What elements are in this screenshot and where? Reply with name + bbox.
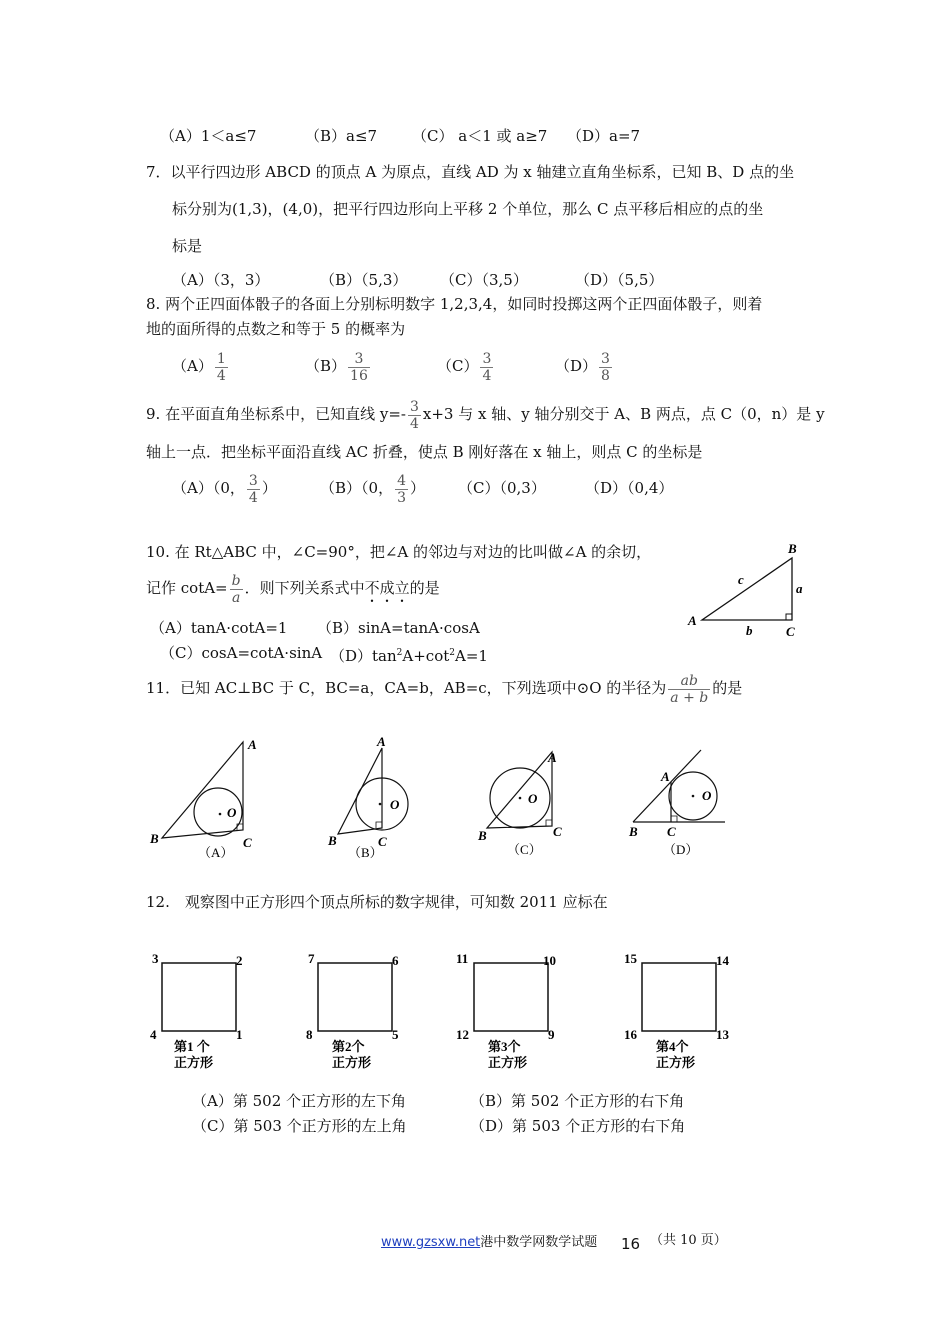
center-dot (519, 797, 522, 800)
q10-option-b: （B）sinA=tanA·cosA (317, 619, 480, 637)
corner-top-left: 15 (624, 951, 637, 966)
fraction: $\frac{1}{4}$ (216, 350, 226, 384)
q7-text-line3: 标是 (172, 237, 203, 255)
square-shape (162, 963, 236, 1031)
fraction: $\frac{3}{4}$ (482, 350, 492, 384)
q9-option-b: （B）（0， $\frac{4}{3}$ ） (320, 472, 426, 506)
square-caption-line1: 第4个 (656, 1039, 689, 1054)
q11-figure-c (475, 730, 605, 860)
q12-option-d: （D）第 503 个正方形的右下角 (470, 1117, 686, 1135)
page-total: （共 10 页） (650, 1233, 727, 1248)
q12-text: 12. 观察图中正方形四个顶点所标的数字规律，可知数 2011 应标在 (146, 893, 608, 911)
corner-bottom-left: 8 (306, 1027, 313, 1042)
q6-option-c: （C） a＜1 或 a≥7 (412, 127, 548, 145)
q10-text-line1: 10. 在 Rt△ABC 中，∠C=90°，把∠A 的邻边与对边的比叫做∠A 的余切， (146, 543, 652, 561)
corner-top-left: 7 (308, 951, 315, 966)
side-c: c (738, 572, 744, 587)
q7-option-d: （D）（5,5） (575, 271, 664, 289)
q9-text-line1: 9. 在平面直角坐标系中，已知直线 y=- $\frac{3}{4}$ x+3 与 x 轴、y 轴分别交于 A、B 两点，点 C（0，n）是 y (146, 398, 825, 432)
side-b: b (746, 623, 753, 638)
vertex-B: B (328, 833, 337, 848)
q12-square-3 (450, 945, 580, 1075)
square-caption-line2: 正方形 (656, 1055, 696, 1070)
square-shape (318, 963, 392, 1031)
q11-figure-d (625, 730, 755, 860)
corner-bottom-right: 9 (548, 1027, 555, 1042)
q8-text-line2: 地的面所得的点数之和等于 5 的概率为 (146, 320, 406, 338)
vertex-C: C (243, 835, 252, 850)
fraction: $\frac{ab}{a + b}$ (670, 672, 709, 706)
footer-link[interactable]: www.gzsxw.net (381, 1235, 481, 1250)
center-dot (379, 803, 382, 806)
q8-option-a: （A） $\frac{1}{4}$ (172, 350, 226, 384)
q7-option-a: （A）（3，3） (172, 271, 270, 289)
q12-option-b: （B）第 502 个正方形的右下角 (470, 1092, 685, 1110)
q12-square-2 (300, 945, 420, 1075)
corner-top-right: 6 (392, 953, 399, 968)
square-caption-line1: 第3个 (488, 1039, 521, 1054)
vertex-C: C (786, 624, 795, 639)
vertex-A: A (688, 613, 697, 628)
q11-figure-b (320, 730, 450, 860)
figure-caption: （D） (663, 842, 699, 857)
square-shape (474, 963, 548, 1031)
q12-square-1 (140, 945, 260, 1075)
q7-option-b: （B）（5,3） (320, 271, 408, 289)
q8-text-line1: 8. 两个正四面体骰子的各面上分别标明数字 1,2,3,4，如同时投掷这两个正四面体骰子，则着 (146, 295, 763, 313)
vertex-A: A (548, 750, 557, 765)
corner-bottom-left: 12 (456, 1027, 469, 1042)
corner-bottom-left: 4 (150, 1027, 157, 1042)
q10-option-d: $(D)\tan^2A+\cot^2A=1$ (330, 647, 488, 665)
vertex-C: C (553, 824, 562, 839)
vertex-A: A (377, 734, 386, 749)
right-angle-mark (546, 820, 552, 826)
q8-option-b: （B） $\frac{3}{16}$ (305, 350, 368, 384)
hypotenuse-line (633, 750, 701, 822)
center-O: O (528, 791, 538, 806)
triangle-shape (702, 558, 792, 620)
vertex-B: B (478, 828, 487, 843)
q10-option-a: （A）tanA·cotA=1 (150, 619, 288, 637)
triangle-shape (162, 742, 243, 838)
vertex-C: C (378, 834, 387, 849)
corner-bottom-left: 16 (624, 1027, 637, 1042)
corner-bottom-right: 1 (236, 1027, 243, 1042)
q6-option-b: （B）a≤7 (305, 127, 378, 145)
corner-bottom-right: 13 (716, 1027, 729, 1042)
square-caption-line1: 第1 个 (174, 1039, 210, 1054)
center-O: O (227, 805, 237, 820)
square-caption-line1: 第2个 (332, 1039, 365, 1054)
corner-top-left: 3 (152, 951, 159, 966)
square-shape (642, 963, 716, 1031)
q11-figure-a (140, 730, 270, 860)
square-caption-line2: 正方形 (174, 1055, 214, 1070)
square-caption-line2: 正方形 (488, 1055, 528, 1070)
q8-option-d: （D） $\frac{3}{8}$ (555, 350, 610, 384)
q12-square-4 (620, 945, 750, 1075)
figure-caption: （A） (198, 845, 234, 860)
q9-option-d: （D）（0,4） (585, 479, 674, 497)
right-angle-mark (786, 614, 792, 620)
q7-option-c: （C）（3,5） (440, 271, 528, 289)
corner-bottom-right: 5 (392, 1027, 399, 1042)
corner-top-right: 10 (543, 953, 556, 968)
q8-option-c: （C） $\frac{3}{4}$ (437, 350, 492, 384)
corner-top-right: 2 (236, 953, 243, 968)
figure-caption: （C） (507, 842, 542, 857)
q10-text-line2: 记作 cotA= $\frac{b}{a}$ ．则下列关系式中不成立的是 (146, 572, 440, 606)
page-number: 16 (621, 1235, 641, 1253)
vertex-A: A (661, 769, 670, 784)
center-O: O (702, 788, 712, 803)
q10-triangle-figure (680, 540, 810, 640)
corner-top-left: 11 (456, 951, 469, 966)
q12-option-a: （A）第 502 个正方形的左下角 (192, 1092, 407, 1110)
fraction: $\frac{b}{a}$ (231, 572, 241, 606)
square-caption-line2: 正方形 (332, 1055, 372, 1070)
fraction: $\frac{3}{4}$ (409, 398, 419, 432)
vertex-B: B (629, 824, 638, 839)
vertex-C: C (667, 824, 676, 839)
page-footer (381, 1231, 597, 1253)
fraction: $\frac{3}{16}$ (350, 350, 368, 384)
center-dot (219, 813, 222, 816)
q12-option-c: （C）第 503 个正方形的左上角 (192, 1117, 407, 1135)
vertex-B: B (150, 831, 159, 846)
q9-text-line2: 轴上一点．把坐标平面沿直线 AC 折叠，使点 B 刚好落在 x 轴上，则点 C 的坐标是 (146, 443, 703, 461)
fraction: $\frac{4}{3}$ (397, 472, 406, 506)
center-O: O (390, 797, 400, 812)
center-dot (692, 795, 695, 798)
figure-caption: （B） (348, 845, 383, 860)
fraction: $\frac{3}{4}$ (248, 472, 258, 506)
vertex-B: B (788, 541, 797, 556)
q6-option-d: （D）a=7 (567, 127, 641, 145)
q6-option-a: （A）1＜a≤7 (160, 127, 257, 145)
q7-text-line2: 标分别为(1,3)，(4,0)，把平行四边形向上平移 2 个单位，那么 C 点平移后相应的点的坐 (172, 200, 764, 218)
q7-text-line1: 7．以平行四边形 ABCD 的顶点 A 为原点，直线 AD 为 x 轴建立直角坐标系，已知 B、D 点的坐 (146, 163, 795, 181)
right-angle-mark (376, 822, 382, 828)
q9-option-a: （A）（0， $\frac{3}{4}$ ） (172, 472, 277, 506)
q11-text: 11．已知 AC⊥BC 于 C，BC=a，CA=b，AB=c，下列选项中⊙O 的半径为 $\frac{ab}{a + b}$ 的是 (146, 672, 743, 706)
vertex-A: A (248, 737, 257, 752)
side-a: a (796, 581, 803, 596)
right-angle-mark (671, 816, 677, 822)
fraction: $\frac{3}{8}$ (601, 350, 610, 384)
q9-option-c: （C）（0,3） (458, 479, 546, 497)
q10-option-c: （C）cosA=cotA·sinA (160, 644, 323, 662)
footer-site: 港中数学网数学试题 (480, 1235, 598, 1250)
corner-top-right: 14 (716, 953, 729, 968)
